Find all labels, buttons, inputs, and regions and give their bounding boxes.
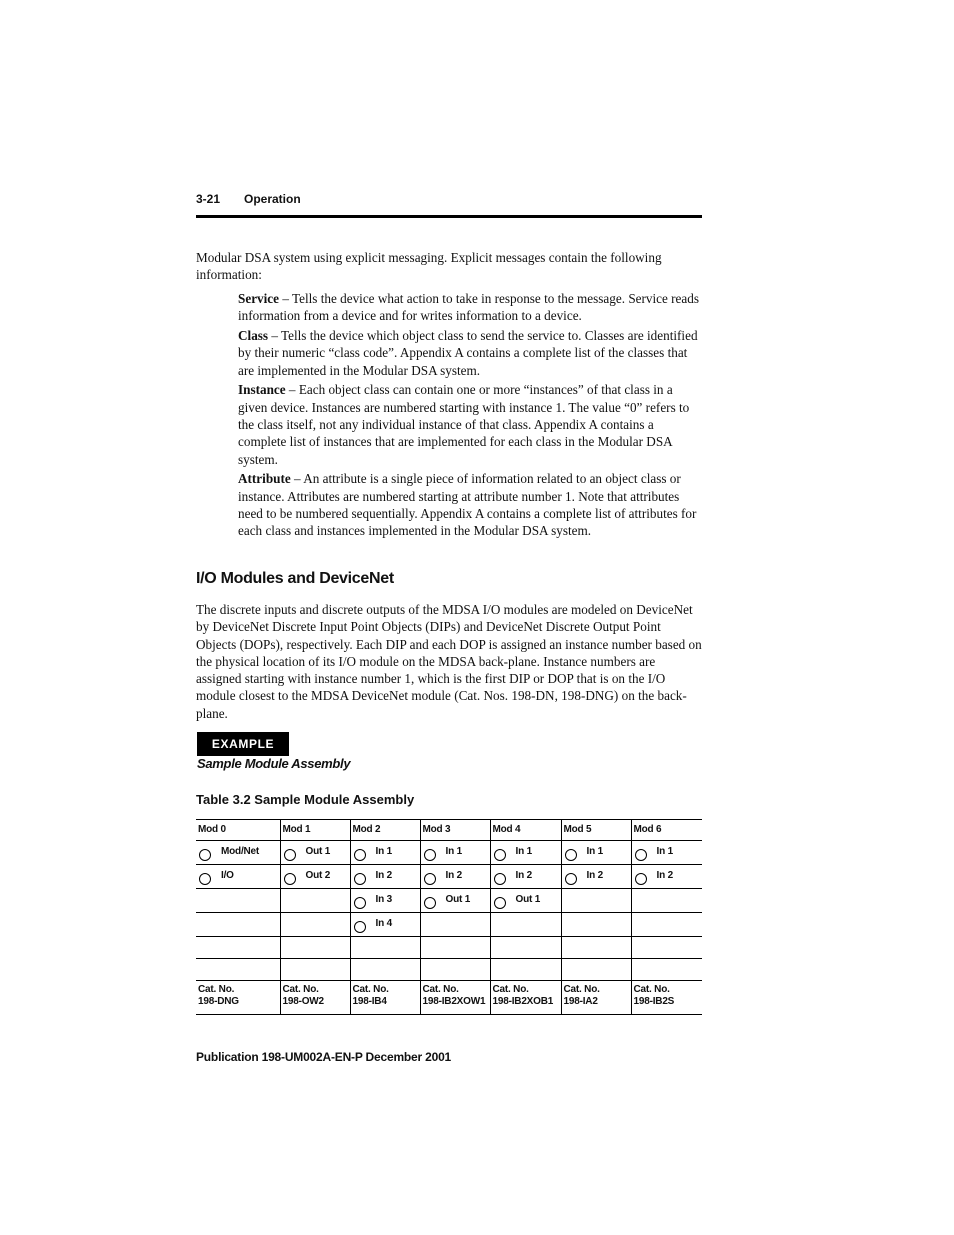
slot-cell xyxy=(196,841,280,865)
slot-cell xyxy=(196,865,280,889)
slot-circle-icon xyxy=(354,921,366,933)
slot-cell xyxy=(350,913,420,937)
definition-term: Instance xyxy=(238,382,286,398)
page-number: 3-21 xyxy=(196,192,221,206)
catalog-cell xyxy=(490,981,561,1015)
slot-cell xyxy=(280,889,350,913)
slot-circle-icon xyxy=(199,849,211,861)
table-row xyxy=(196,959,702,981)
slot-label: In 2 xyxy=(656,870,673,881)
example-caption: Sample Module Assembly xyxy=(197,756,351,771)
catalog-label: Cat. No. xyxy=(492,984,529,995)
slot-label: In 1 xyxy=(656,846,673,857)
slot-cell xyxy=(350,889,420,913)
slot-label: In 2 xyxy=(586,870,603,881)
catalog-number: 198-IB4 xyxy=(352,996,387,1007)
catalog-number: 198-IB2S xyxy=(633,996,675,1007)
slot-cell xyxy=(561,913,631,937)
catalog-number: 198-OW2 xyxy=(282,996,324,1007)
column-header: Mod 0 xyxy=(198,824,226,835)
catalog-cell xyxy=(350,981,420,1015)
definition-text: – Tells the device which object class to send the service to. Classes are identified by their numeric “class code”. Appendix A contains a complete list of the classes that are implemented in the Modular DSA system. xyxy=(238,328,698,378)
slot-label: In 2 xyxy=(375,870,392,881)
catalog-row xyxy=(196,981,702,1015)
slot-cell xyxy=(420,865,490,889)
definition-term: Service xyxy=(238,291,280,306)
definition-item xyxy=(238,327,704,379)
table-row xyxy=(196,889,702,913)
catalog-number: 198-DNG xyxy=(198,996,239,1007)
catalog-cell xyxy=(561,981,631,1015)
slot-circle-icon xyxy=(424,873,436,885)
table-row xyxy=(196,913,702,937)
slot-label: Mod/Net xyxy=(221,846,260,857)
catalog-number: 198-IB2XOB1 xyxy=(492,996,554,1007)
catalog-label: Cat. No. xyxy=(563,984,600,995)
column-header: Mod 4 xyxy=(490,820,561,841)
slot-label: In 2 xyxy=(515,870,532,881)
table-title: Table 3.2 Sample Module Assembly xyxy=(196,792,415,807)
definition-list xyxy=(238,290,704,542)
column-header: Mod 2 xyxy=(350,820,420,841)
definition-text: – An attribute is a single piece of information related to an object class or instance. Attributes are numbered starting at attribute number 1. Note that attributes need to be numbered sequentially. Appendix A contains a complete list of attributes for each class and instances implemented in the Modular DSA system. xyxy=(238,471,697,539)
slot-cell xyxy=(490,913,561,937)
slot-cell xyxy=(420,913,490,937)
intro-paragraph: Modular DSA system using explicit messaging. Explicit messages contain the following information: xyxy=(196,250,662,283)
slot-cell xyxy=(490,841,561,865)
table-row xyxy=(196,937,702,959)
slot-label: Out 1 xyxy=(445,894,471,905)
slot-cell xyxy=(631,889,702,913)
slot-label: Out 1 xyxy=(515,894,541,905)
slot-cell xyxy=(420,841,490,865)
catalog-label: Cat. No. xyxy=(198,984,235,995)
slot-cell xyxy=(490,865,561,889)
slot-cell xyxy=(561,889,631,913)
slot-cell xyxy=(196,913,280,937)
slot-circle-icon xyxy=(565,849,577,861)
slot-cell xyxy=(350,865,420,889)
slot-label: In 1 xyxy=(375,846,392,857)
slot-cell xyxy=(631,913,702,937)
slot-circle-icon xyxy=(354,873,366,885)
column-header: Mod 3 xyxy=(420,820,490,841)
slot-circle-icon xyxy=(565,873,577,885)
slot-cell xyxy=(490,889,561,913)
section-name: Operation xyxy=(244,192,301,206)
catalog-label: Cat. No. xyxy=(422,984,459,995)
table-header-row xyxy=(196,820,702,841)
slot-circle-icon xyxy=(635,849,647,861)
catalog-label: Cat. No. xyxy=(282,984,319,995)
catalog-cell xyxy=(196,981,280,1015)
column-header: Mod 6 xyxy=(631,820,702,841)
catalog-label: Cat. No. xyxy=(352,984,389,995)
catalog-cell xyxy=(420,981,490,1015)
example-badge: EXAMPLE xyxy=(197,732,289,756)
slot-circle-icon xyxy=(424,849,436,861)
slot-circle-icon xyxy=(635,873,647,885)
slot-cell xyxy=(420,889,490,913)
slot-label: In 1 xyxy=(586,846,603,857)
slot-circle-icon xyxy=(494,897,506,909)
slot-label: In 4 xyxy=(375,918,392,929)
definition-item xyxy=(238,290,704,325)
definition-item xyxy=(238,470,704,539)
slot-circle-icon xyxy=(284,873,296,885)
definition-item xyxy=(238,381,704,467)
slot-cell xyxy=(561,841,631,865)
column-header: Mod 5 xyxy=(561,820,631,841)
catalog-label: Cat. No. xyxy=(633,984,670,995)
section-heading: I/O Modules and DeviceNet xyxy=(196,570,394,587)
slot-circle-icon xyxy=(354,849,366,861)
slot-circle-icon xyxy=(494,849,506,861)
slot-cell xyxy=(631,865,702,889)
running-header xyxy=(196,192,301,206)
table-row xyxy=(196,865,702,889)
slot-cell xyxy=(280,913,350,937)
slot-circle-icon xyxy=(424,897,436,909)
module-assembly-table xyxy=(196,819,702,1015)
slot-label: I/O xyxy=(221,870,234,881)
slot-circle-icon xyxy=(284,849,296,861)
slot-circle-icon xyxy=(494,873,506,885)
column-header: Mod 1 xyxy=(280,820,350,841)
slot-cell xyxy=(196,889,280,913)
header-rule xyxy=(196,215,702,218)
catalog-cell xyxy=(280,981,350,1015)
definition-term: Attribute xyxy=(238,471,291,487)
table-row xyxy=(196,841,702,865)
slot-label: Out 1 xyxy=(305,846,331,857)
slot-label: Out 2 xyxy=(305,870,331,881)
slot-circle-icon xyxy=(354,897,366,909)
catalog-number: 198-IB2XOW1 xyxy=(422,996,486,1007)
slot-cell xyxy=(280,841,350,865)
publication-footer: Publication 198-UM002A-EN-P December 2001 xyxy=(196,1050,452,1064)
slot-label: In 3 xyxy=(375,894,392,905)
slot-circle-icon xyxy=(199,873,211,885)
slot-cell xyxy=(561,865,631,889)
slot-label: In 2 xyxy=(445,870,462,881)
slot-cell xyxy=(280,865,350,889)
slot-label: In 1 xyxy=(515,846,532,857)
catalog-number: 198-IA2 xyxy=(563,996,598,1007)
definition-term: Class xyxy=(238,328,269,344)
section-paragraph: The discrete inputs and discrete outputs of the MDSA I/O modules are modeled on DeviceNet by DeviceNet Discrete Input Point Objects (DIPs) and DeviceNet Discrete Output Point Objects (DOPs), respectively. Each DIP and each DOP is assigned an instance number based on the physical location of its I/O module on the MDSA back-plane. Instance numbers are assigned starting with instance number 1, which is the first DIP or DOP that is on the I/O module closest to the MDSA DeviceNet module (Cat. Nos. 198-DN, 198-DNG) on the back-plane. xyxy=(196,602,702,721)
slot-cell xyxy=(631,841,702,865)
slot-label: In 1 xyxy=(445,846,462,857)
slot-cell xyxy=(350,841,420,865)
catalog-cell xyxy=(631,981,702,1015)
definition-text: – Each object class can contain one or more “instances” of that class in a given device. Instances are numbered starting with instance 1. The value “0” refers to the class itself, not any individual instance of that class. Appendix A contains a complete list of instances that are implemented for each class in the Modular DSA system. xyxy=(238,382,690,467)
definition-text: – Tells the device what action to take in response to the message. Service reads information from a device and for writes information to a device. xyxy=(238,291,699,324)
